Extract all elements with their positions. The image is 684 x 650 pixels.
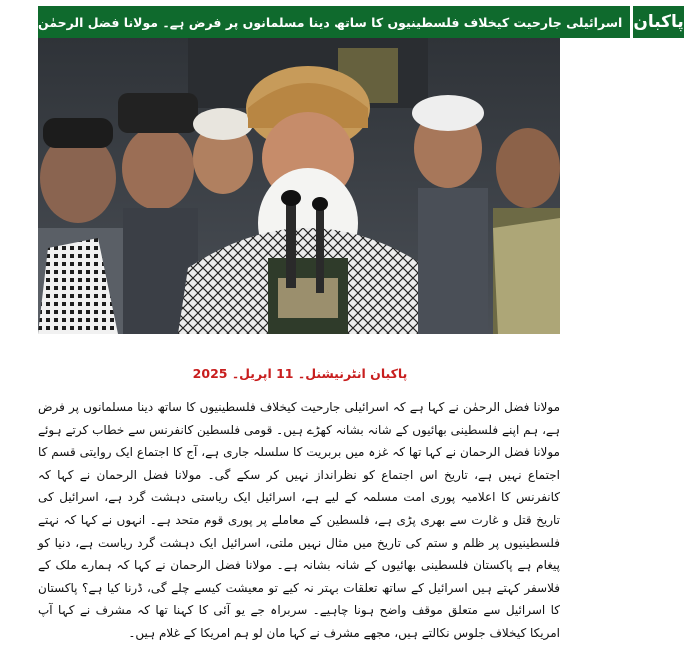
article-paragraph: مولانا فضل الرحمٰن نے کہا ہے کہ اسرائیلی جارحیت کیخلاف فلسطینیوں کا ساتھ دینا مسلمانوں پر فرض ہے، ہم اپنے فلسطینی بھائیوں کے شانہ بشانہ کھڑے ہیں۔ قومی فلسطین کانفرنس سے خطاب کرتے ہوئے مولانا فضل الرحمان نے کہا تھا کہ غزہ میں بربریت کا سلسلہ جاری ہے، آج کا اجتماع ایک روایتی قسم کا اجتماع نہیں ہے، تاریخ اس اجتماع کو نظرانداز نہیں کر سکے گی۔ مولانا فضل الرحمان نے کہا کہ کانفرنس کا اعلامیہ پوری امت مسلمہ کے لیے ہے، اسرائیل ایک ریاستی دہشت گرد ہے، اسرائیل کی تاریخ قتل و غارت سے بھری پڑی ہے، فلسطین کے معاملے پر پوری قوم متحد ہے۔ انہوں نے کہا کہ نہتے فلسطینیوں پر ظلم و ستم کی تاریخ میں مثال نہیں ملتی، اسرائیل ایک دہشت گرد ریاست ہے، دنیا کو پیغام ہے پاکستان فلسطینی بھائیوں کے شانہ بشانہ ہے۔ مولانا فضل الرحمان نے کہا کہ ہمارے ملک کے فلاسفر کہتے ہیں اسرائیل کے ساتھ تعلقات بہتر نہ کیے تو معیشت کیسے چلے گی، ڈرنا کیا ہے؟ پاکستان کا اسرائیل سے متعلق موقف واضح ہونا چاہیے۔ سربراہ جے یو آئی کا کہنا تھا کہ مشرف نے کہا آپ امریکا کیخلاف جلوس نکالتے ہیں، مجھے مشرف نے کہا مان لو ہم امریکا کے غلام ہیں۔	[38, 400, 560, 640]
photo-illustration	[38, 38, 560, 334]
brand-logo: پاکبان	[633, 12, 684, 32]
headline: اسرائیلی جارحیت کیخلاف فلسطینیوں کا ساتھ دینا مسلمانوں پر فرض ہے۔ مولانا فضل الرحمٰن	[38, 14, 623, 30]
brand-box	[630, 6, 684, 38]
article-body	[38, 396, 560, 645]
press-conference-photo	[38, 38, 560, 334]
dateline: پاکبان انٹرنیشنل۔ 11 اپریل۔ 2025	[192, 366, 408, 381]
headline-box	[38, 6, 630, 38]
header-bar	[38, 6, 684, 38]
